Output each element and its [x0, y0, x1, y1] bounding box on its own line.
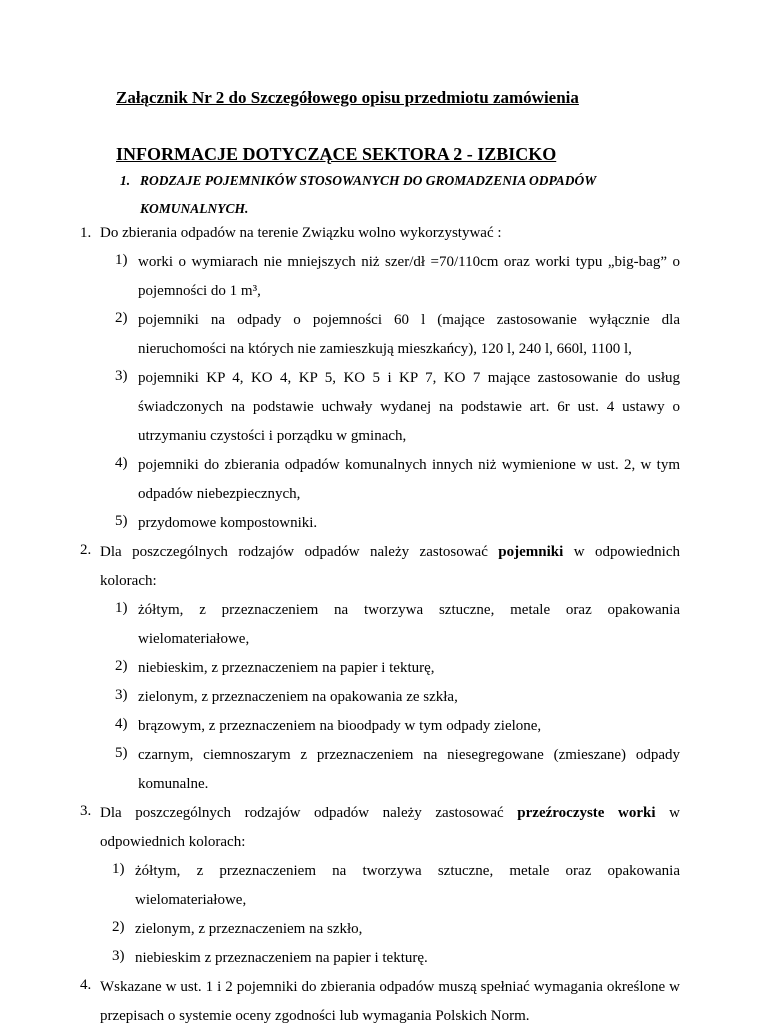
section-subheading: [120, 167, 700, 223]
sub-item-number: 5): [115, 513, 128, 529]
sub-item: [115, 509, 680, 538]
sub-item: [115, 451, 680, 509]
item-text-bold: pojemniki: [498, 544, 564, 560]
sub-item: [115, 248, 680, 306]
item-text: Wskazane w ust. 1 i 2 pojemniki do zbierania odpadów muszą spełniać wymagania określone w przepisach o systemie oceny zgodności lub wymagania Polskich Norm.: [100, 979, 680, 1024]
sub-item: [115, 741, 680, 799]
item-text: Do zbierania odpadów na terenie Związku wolno wykorzystywać :: [100, 225, 502, 241]
item-number: 1.: [80, 225, 92, 241]
sub-item-number: 2): [112, 919, 125, 935]
sub-item: [115, 654, 680, 683]
sub-item-number: 3): [115, 687, 128, 703]
sub-item-number: 4): [115, 716, 128, 732]
list-item: [80, 973, 680, 1031]
sub-item-text: zielonym, z przeznaczeniem na szkło,: [135, 921, 363, 937]
sub-item-text: niebieskim z przeznaczeniem na papier i tekturę.: [135, 950, 428, 966]
list-item: [80, 799, 680, 857]
list-item: [80, 221, 680, 245]
subheading-number: 1.: [120, 173, 131, 188]
sub-item-text: żółtym, z przeznaczeniem na tworzywa sztuczne, metale oraz opakowania wielomateriałowe,: [135, 863, 680, 908]
sub-item: [112, 944, 680, 973]
subheading-line-1: RODZAJE POJEMNIKÓW STOSOWANYCH DO GROMADZENIA ODPADÓW: [140, 173, 597, 188]
subheading-line-2: KOMUNALNYCH.: [140, 201, 249, 216]
sub-item: [115, 364, 680, 451]
sub-item-text: przydomowe kompostowniki.: [138, 515, 318, 531]
item-text-start: Dla poszczególnych rodzajów odpadów należy zastosować: [100, 805, 518, 821]
item-text-end: w odpowiednich kolorach:: [100, 544, 680, 589]
sub-item-number: 2): [115, 658, 128, 674]
sub-item-text: brązowym, z przeznaczeniem na bioodpady w tym odpady zielone,: [138, 718, 542, 734]
sub-item-text: pojemniki na odpady o pojemności 60 l (mające zastosowanie wyłącznie dla nieruchomości na których nie zamieszkują mieszkańcy), 120 l, 240 l, 660l, 1100 l,: [138, 312, 680, 357]
sub-item-text: czarnym, ciemnoszarym z przeznaczeniem na niesegregowane (zmieszane) odpady komunalne.: [138, 747, 680, 792]
sub-item-number: 1): [115, 600, 128, 616]
sub-item: [115, 712, 680, 741]
item-text-end: w odpowiednich kolorach:: [100, 805, 680, 850]
sub-item-text: zielonym, z przeznaczeniem na opakowania ze szkła,: [138, 689, 458, 705]
sub-item-number: 2): [115, 310, 128, 326]
item-text-bold: przeźroczyste worki: [517, 805, 656, 821]
list-item: [80, 538, 680, 596]
sub-item: [115, 683, 680, 712]
item-number: 4.: [80, 977, 92, 993]
sub-item: [115, 596, 680, 654]
sub-item: [112, 915, 680, 944]
sub-item-number: 1): [115, 252, 128, 268]
item-number: 3.: [80, 803, 92, 819]
item-number: 2.: [80, 542, 92, 558]
sector-heading: INFORMACJE DOTYCZĄCE SEKTORA 2 - IZBICKO: [116, 144, 557, 164]
sub-item: [112, 857, 680, 915]
sub-item-number: 5): [115, 745, 128, 761]
sub-item-text: pojemniki do zbierania odpadów komunalnych innych niż wymienione w ust. 2, w tym odpadów niebezpiecznych,: [138, 457, 680, 502]
item-text: [80, 538, 680, 596]
sub-item-number: 3): [112, 948, 125, 964]
sub-item-text: niebieskim, z przeznaczeniem na papier i tekturę,: [138, 660, 435, 676]
item-text: [80, 799, 680, 857]
attachment-title: Załącznik Nr 2 do Szczegółowego opisu przedmiotu zamówienia: [116, 88, 579, 107]
sub-item-number: 4): [115, 455, 128, 471]
sub-item: [115, 306, 680, 364]
sub-item-text: żółtym, z przeznaczeniem na tworzywa sztuczne, metale oraz opakowania wielomateriałowe,: [138, 602, 680, 647]
sub-item-number: 3): [115, 368, 128, 384]
sub-item-text: pojemniki KP 4, KO 4, KP 5, KO 5 i KP 7, KO 7 mające zastosowanie do usług świadczonych na podstawie uchwały wydanej na podstawie art. 6r ust. 4 ustawy o utrzymaniu czystości i porządku w gminach,: [138, 370, 680, 444]
sub-item-number: 1): [112, 861, 125, 877]
numbered-list: [80, 221, 680, 1031]
item-text-start: Dla poszczególnych rodzajów odpadów należy zastosować: [100, 544, 499, 560]
sub-item-text: worki o wymiarach nie mniejszych niż szer/dł =70/110cm oraz worki typu „big-bag” o pojemności do 1 m³,: [138, 254, 680, 299]
